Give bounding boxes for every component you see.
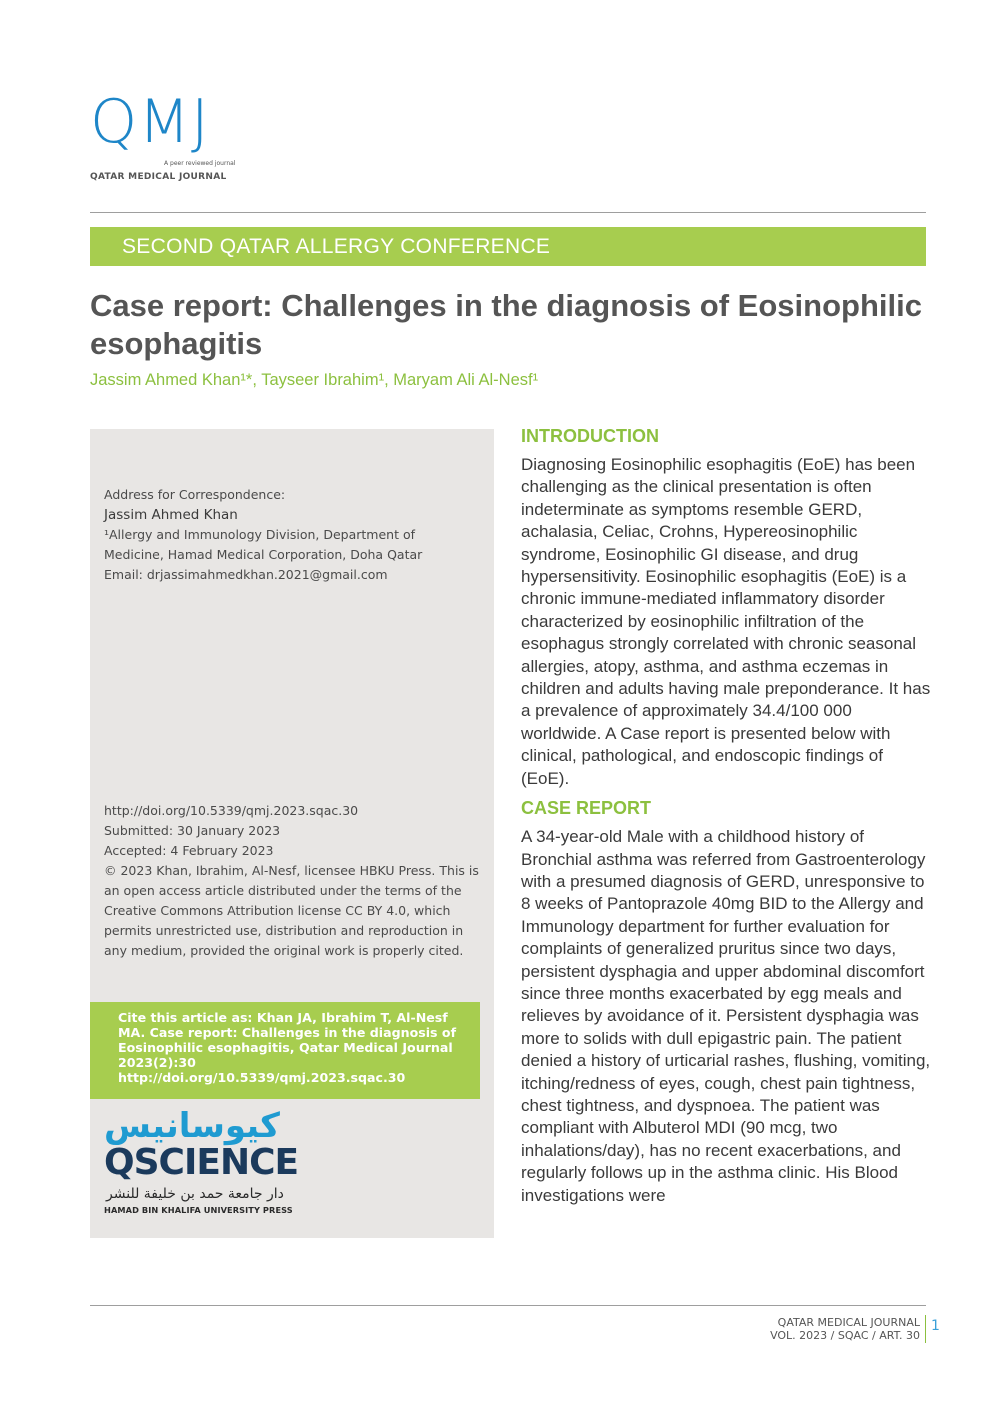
footer-volume: VOL. 2023 / SQAC / ART. 30	[770, 1329, 920, 1342]
case-report-text: A 34-year-old Male with a childhood history of Bronchial asthma was referred from Gastroenterology with a presumed diagnosis of GERD, unresponsive to 8 weeks of Pantoprazole 40mg BID to the Allergy and Immunology department for further evaluation for complaints of generalized pruritus since two days, persistent dysphagia and upper abdominal discomfort since three months exacerbated by egg meals and relieves by avoidance of it. Persistent dysphagia was more to solids with dull epigastric pain. The patient denied a history of urticarial rashes, flushing, vomiting, itching/redness of eyes, cough, chest pain tightness, chest tightness, and dyspnoea. The patient was compliant with Albuterol MDI (90 mcg, two inhalations/day), has no recent exacerbations, and regularly follows up in the asthma clinic. His Blood investigations were	[521, 827, 931, 1205]
logo-tagline: A peer reviewed journal	[164, 160, 236, 167]
banner-text: SECOND QATAR ALLERGY CONFERENCE	[122, 235, 551, 258]
correspondence-block	[104, 485, 474, 585]
bottom-divider	[90, 1305, 926, 1306]
conference-banner	[90, 227, 926, 266]
article-authors: Jassim Ahmed Khan¹*, Tayseer Ibrahim¹, Maryam Ali Al-Nesf¹	[90, 371, 539, 389]
logo-subtitle: QATAR MEDICAL JOURNAL	[90, 172, 227, 182]
article-title: Case report: Challenges in the diagnosis of Eosinophilic esophagitis	[90, 288, 922, 361]
correspondence-label: Address for Correspondence:	[104, 487, 286, 502]
submitted-date: Submitted: 30 January 2023	[104, 823, 281, 838]
correspondence-name: Jassim Ahmed Khan	[104, 507, 238, 523]
publication-info	[104, 801, 484, 961]
introduction-text: Diagnosing Eosinophilic esophagitis (EoE) has been challenging as the clinical presentation is often indeterminate as symptoms resemble GERD, achalasia, Celiac, Crohns, Hypereosinophilic syndrome, Eosinophilic GI disease, and drug hypersensitivity. Eosinophilic esophagitis (EoE) is a chronic immune-mediated inflammatory disorder characterized by eosinophilic infiltration of the esophagus strongly correlated with chronic seasonal allergies, atopy, asthma, and asthma eczemas in children and adults having male preponderance. It has a prevalence of approximately 34.4/100 000 worldwide. A Case report is presented below with clinical, pathological, and endoscopic findings of (EoE).	[521, 455, 931, 788]
case-report-heading: CASE REPORT	[521, 798, 652, 819]
main-column	[521, 424, 931, 1213]
press-name: HAMAD BIN KHALIFA UNIVERSITY PRESS	[104, 1205, 293, 1215]
doi-link[interactable]: http://doi.org/10.5339/qmj.2023.sqac.30	[104, 803, 359, 818]
qscience-wordmark: QSCIENCE	[104, 1142, 299, 1183]
qscience-arabic: كيوسانيس	[104, 1106, 280, 1146]
cite-text: Cite this article as: Khan JA, Ibrahim T, Al-Nesf MA. Case report: Challenges in the diagnosis of Eosinophilic esophagitis, Qatar Medical Journal 2023(2):30 http://doi.org/10.5339/qmj.2023.sqac.30	[118, 1010, 457, 1085]
qscience-logo	[104, 1106, 299, 1215]
footer-journal: QATAR MEDICAL JOURNAL	[777, 1316, 920, 1329]
introduction-heading: INTRODUCTION	[521, 426, 659, 446]
top-divider	[90, 212, 926, 213]
license-text: © 2023 Khan, Ibrahim, Al-Nesf, licensee HBKU Press. This is an open access article distributed under the terms of the Creative Commons Attribution license CC BY 4.0, which permits unrestricted use, distribution and reproduction in any medium, provided the original work is properly cited.	[104, 863, 479, 958]
accepted-date: Accepted: 4 February 2023	[104, 843, 274, 858]
journal-logo	[90, 87, 250, 192]
footer-separator	[925, 1315, 926, 1343]
footer-info	[770, 1316, 920, 1342]
correspondence-affiliation: ¹Allergy and Immunology Division, Department of Medicine, Hamad Medical Corporation, Doha Qatar	[104, 527, 423, 562]
cite-box	[90, 1002, 480, 1099]
correspondence-email[interactable]: Email: drjassimahmedkhan.2021@gmail.com	[104, 567, 388, 582]
press-arabic: دار جامعة حمد بن خليفة للنشر	[106, 1186, 284, 1202]
qmj-logo-mark: QMJ	[90, 87, 210, 157]
sidebar-panel	[90, 429, 494, 1238]
page-number: 1	[931, 1318, 940, 1334]
